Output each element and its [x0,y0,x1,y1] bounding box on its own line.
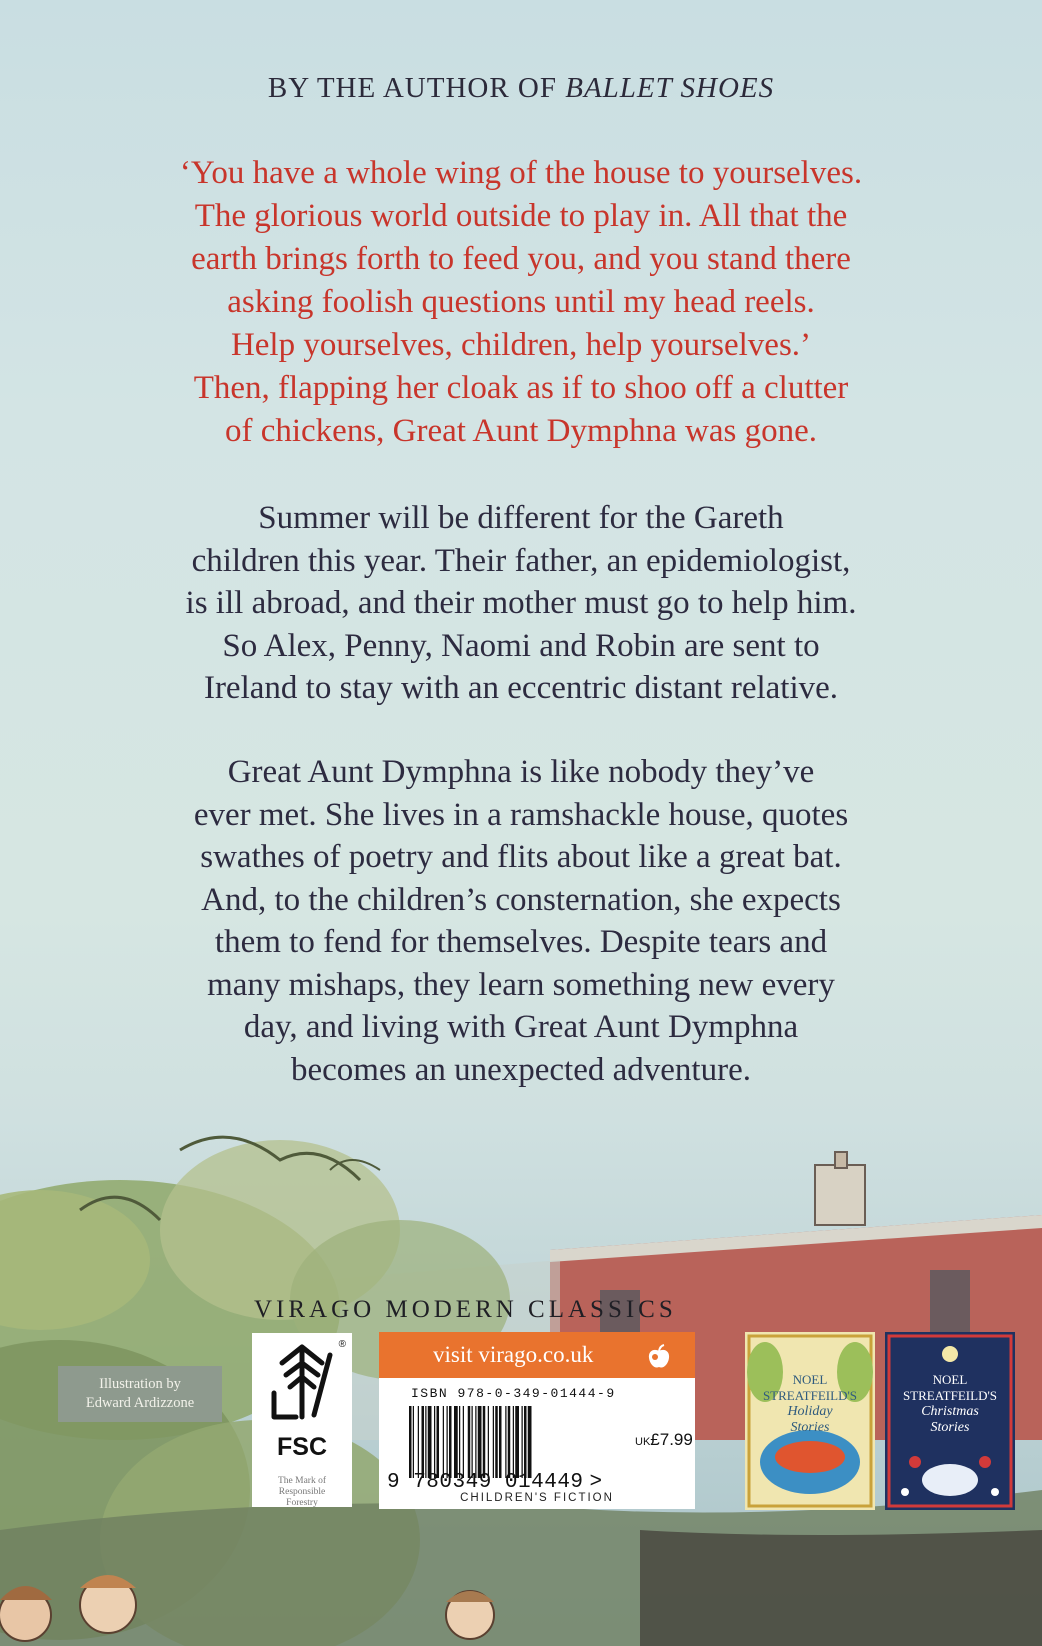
barcode-bar [418,1406,419,1478]
barcode-bar [472,1406,473,1478]
barcode-bar [508,1406,511,1478]
quote-line: Help yourselves, children, help yourselves.’ [230,327,812,363]
barcode-bar [434,1406,435,1478]
blurb-line: day, and living with Great Aunt Dymphna [243,1009,799,1045]
barcode-bar [447,1406,448,1478]
blurb-line: Ireland to stay with an eccentric distant relative. [203,670,839,706]
series-name: VIRAGO MODERN CLASSICS [254,1296,677,1323]
book-title: NOEL STREATFEILD'S Christmas Stories [902,1372,998,1435]
barcode-bar [493,1406,494,1478]
fsc-registered-mark: ® [338,1339,346,1350]
blurb-line: is ill abroad, and their mother must go to help him. [185,585,857,621]
barcode-bar [515,1406,519,1478]
barcode-bars [409,1406,624,1478]
barcode-bar [454,1406,458,1478]
barcode-bar [522,1406,523,1478]
barcode-bar [495,1406,498,1478]
blurb-paragraph-2 [70,751,972,1091]
book-thumbnail-holiday-stories [745,1332,875,1510]
barcode-bar [425,1406,426,1478]
blurb-line: children this year. Their father, an epidemiologist, [191,542,851,579]
quote-line: asking foolish questions until my head reels. [227,284,815,320]
illustration-credit [58,1366,222,1422]
blurb-line: them to fend for themselves. Despite tears and [214,924,828,960]
fsc-logo [252,1333,352,1507]
barcode-bar [437,1406,440,1478]
fsc-description: The Mark of Responsible Forestry [277,1476,326,1508]
barcode-bar [528,1406,532,1478]
blurb-line: Great Aunt Dymphna is like nobody they’ve [227,754,815,790]
barcode-bar [483,1406,486,1478]
barcode-bar [459,1406,460,1478]
barcode-bar [524,1406,527,1478]
barcode-bar [468,1406,471,1478]
quote-line: of chickens, Great Aunt Dymphna was gone. [224,413,818,449]
quote-line: earth brings forth to feed you, and you stand there [191,241,851,277]
genre-label: CHILDREN'S FICTION [460,1492,614,1504]
barcode-bar [413,1406,414,1478]
barcode-number: 9 780349 014449 > [387,1471,603,1494]
quote-line: Then, flapping her cloak as if to shoo off a clutter [193,370,849,406]
blurb-paragraph-1 [70,497,972,710]
quote-line: The glorious world outside to play in. All that the [194,198,848,234]
isbn-text: ISBN 978-0-349-01444-9 [411,1386,616,1401]
barcode-bar [422,1406,425,1478]
publisher-website[interactable]: visit virago.co.uk [379,1332,695,1378]
barcode-bar [463,1406,464,1478]
barcode-bar [449,1406,452,1478]
book-thumbnail-christmas-stories [885,1332,1015,1510]
apple-icon [645,1343,673,1371]
blurb-line: swathes of poetry and flits about like a great bat. [200,839,842,875]
barcode-bar [475,1406,476,1478]
tagline-title: BALLET SHOES [565,72,775,104]
blurb-line: becomes an unexpected adventure. [291,1051,751,1088]
barcode-bar [499,1406,502,1478]
blurb-line: So Alex, Penny, Naomi and Robin are sent to [222,627,820,664]
credit-line: Edward Ardizzone [85,1395,195,1411]
price: UK£7.99 [635,1430,693,1449]
barcode-bar [478,1406,482,1478]
barcode-bar [513,1406,514,1478]
barcode-bar [428,1406,432,1478]
book-title: NOEL STREATFEILD'S Holiday Stories [762,1372,858,1435]
barcode-bar [409,1406,412,1478]
blurb-line: And, to the children’s consternation, she expects [201,881,841,918]
barcode-bar [488,1406,489,1478]
fsc-label: FSC [277,1433,327,1461]
credit-line: Illustration by [99,1376,181,1392]
tree-check-icon [252,1333,352,1433]
pull-quote [70,152,972,453]
barcode-bar [443,1406,444,1478]
tagline: BY THE AUTHOR OF BALLET SHOES [267,72,775,104]
blurb-line: Summer will be different for the Gareth [258,500,784,536]
barcode-chevron: > [589,1471,603,1494]
blurb-line: many mishaps, they learn something new every [207,966,835,1003]
barcode-bar [505,1406,506,1478]
barcode-panel [379,1332,695,1509]
quote-line: ‘You have a whole wing of the house to yourselves. [179,155,863,191]
blurb-line: ever met. She lives in a ramshackle house, quotes [193,796,849,833]
